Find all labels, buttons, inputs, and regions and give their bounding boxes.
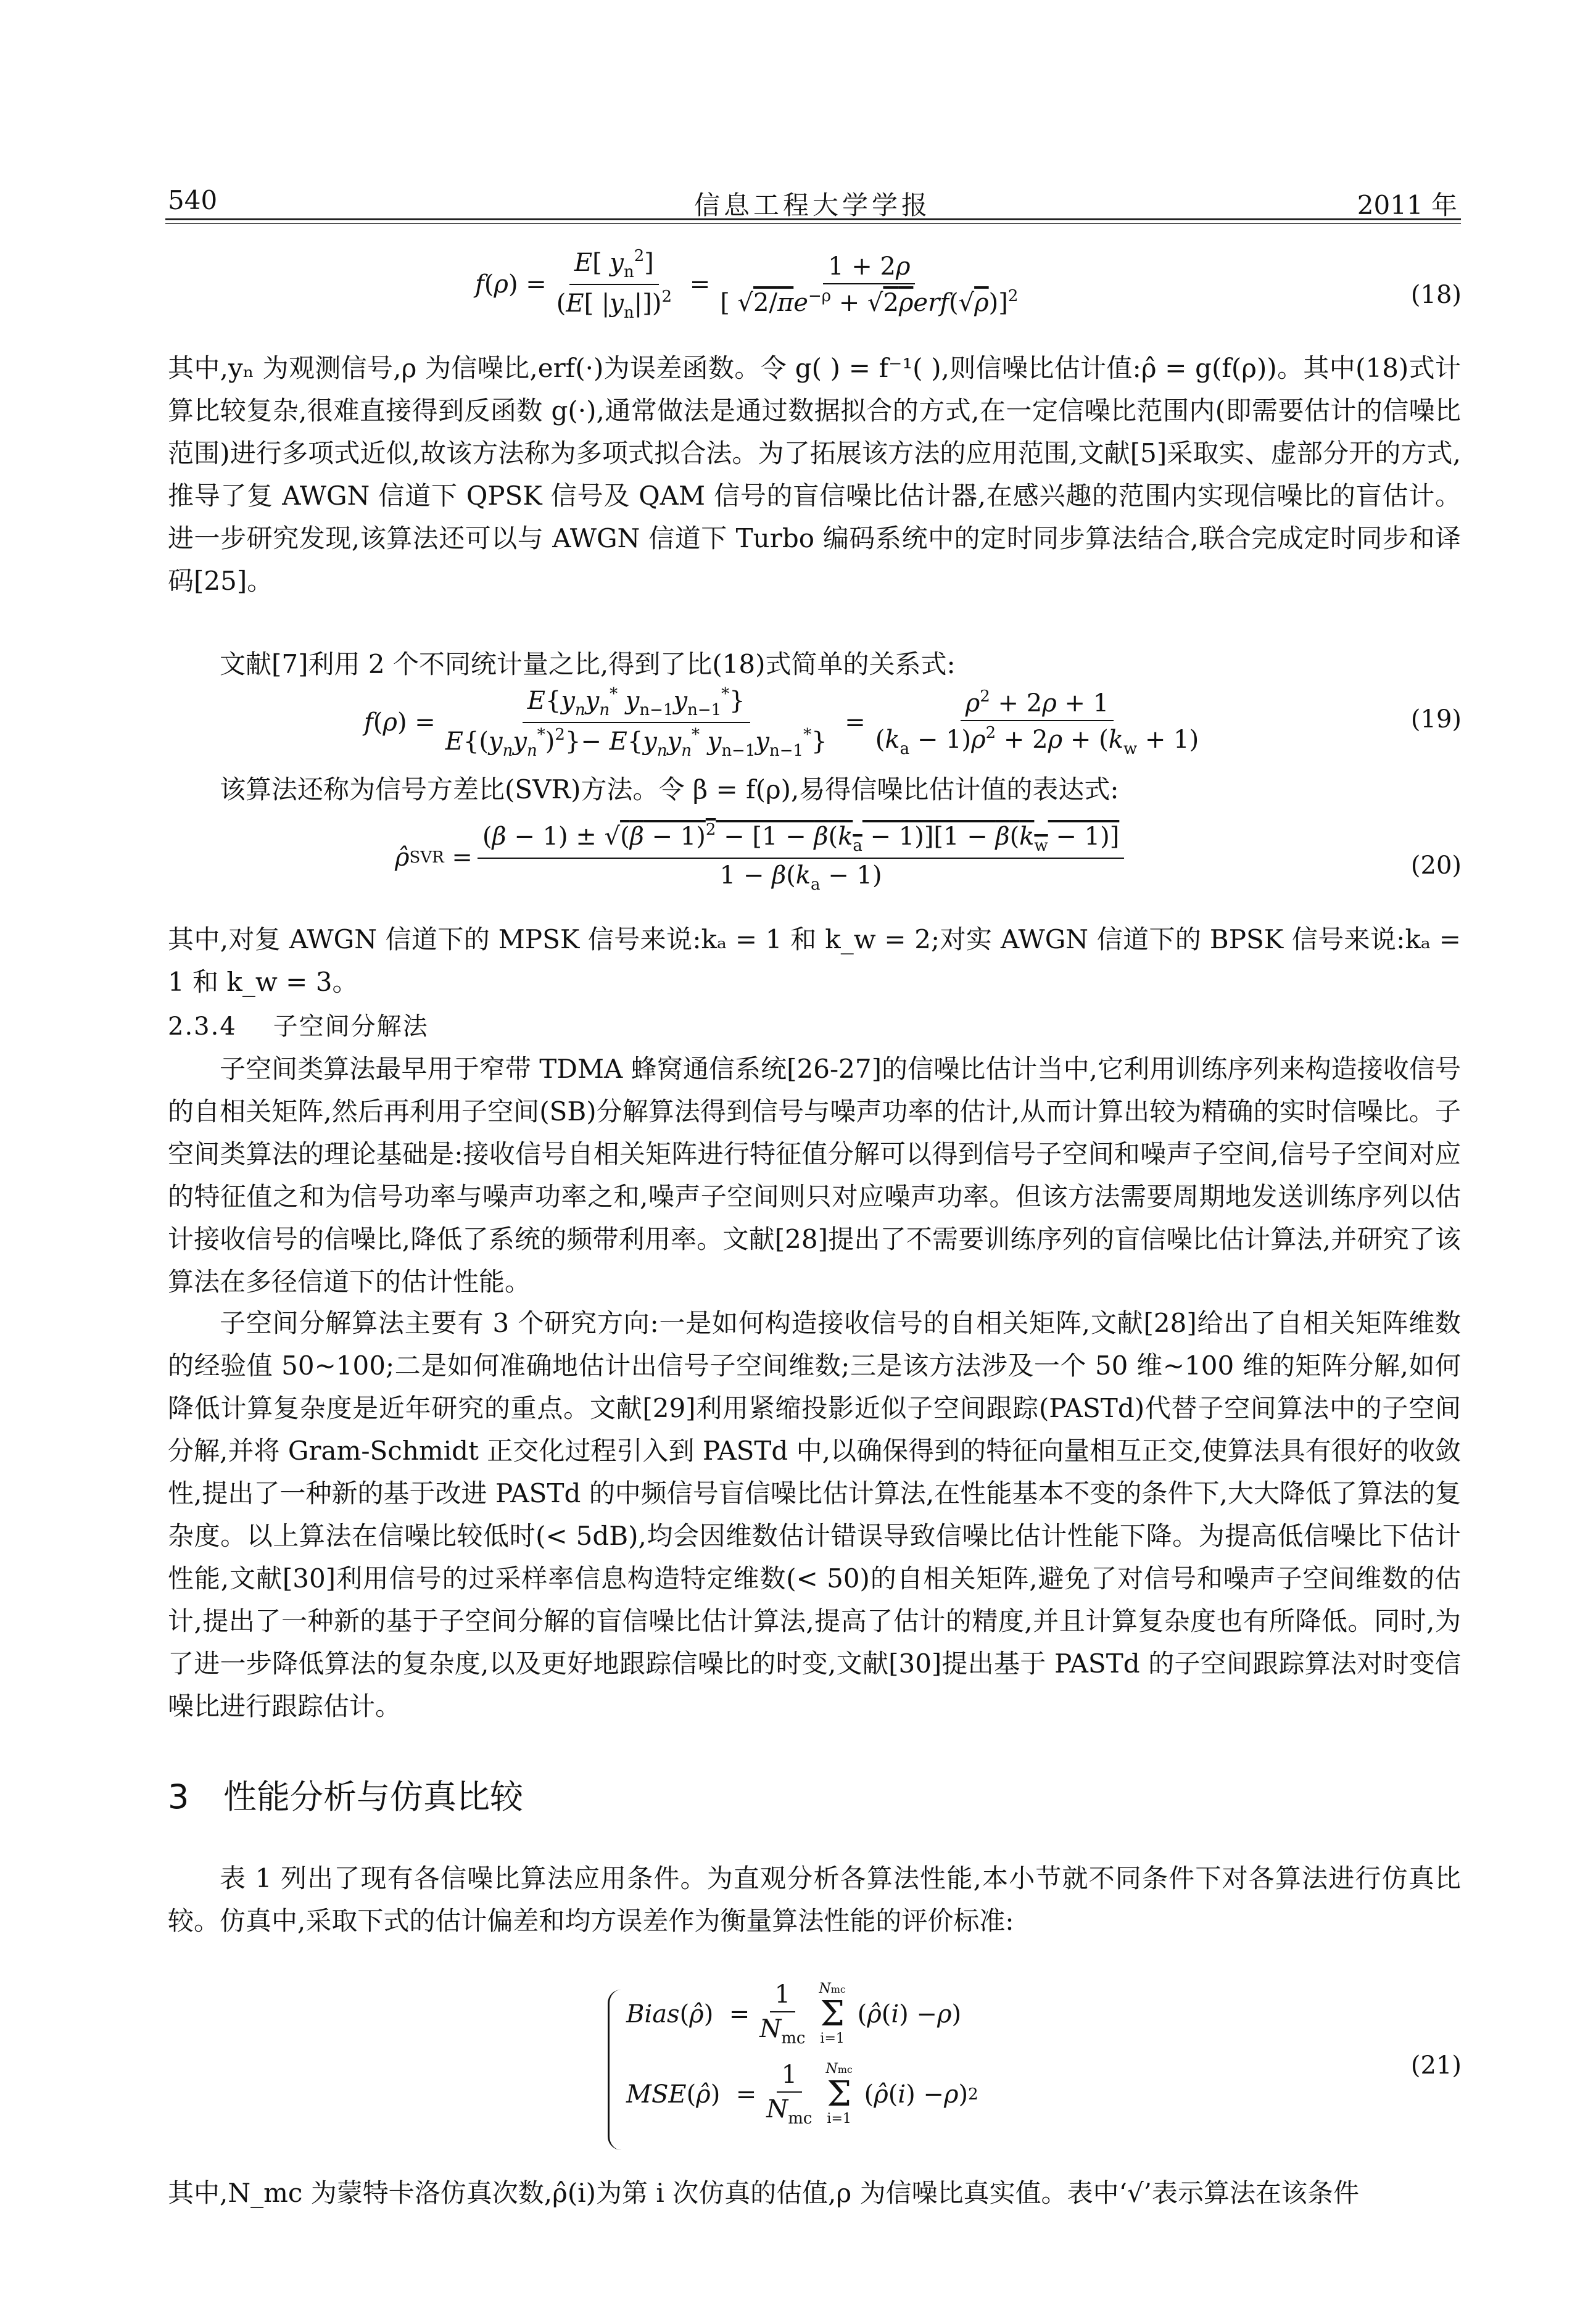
equation-number-20: (20) <box>1410 851 1462 880</box>
section-heading <box>168 1771 523 1818</box>
section-title: 性能分析与仿真比较 <box>223 1777 523 1816</box>
paragraph: 其中,N_mc 为蒙特卡洛仿真次数,ρ̂(i)为第 i 次仿真的估值,ρ 为信噪比真实值。表中‘√’表示算法在该条件 <box>168 2178 1360 2208</box>
equation-20: ρ̂ SVR = $\frac{(\beta - 1) \pm √(\beta - 1)^2 - [1 - \beta(k_a - 1)][1 - \beta(k_w - 1)]}{1 - \beta(k_a - 1)}$ <box>395 821 1129 894</box>
section-number: 3 <box>168 1777 189 1816</box>
paragraph: 子空间类算法最早用于窄带 TDMA 蜂窝通信系统[26-27]的信噪比估计当中,它利用训练序列来构造接收信号的自相关矩阵,然后再利用子空间(SB)分解算法得到信号与噪声功率的估计,从而计算出较为精确的实时信噪比。子空间类算法的理论基础是:接收信号自相关矩阵进行特征值分解可以得到信号子空间和噪声子空间,信号子空间对应的特征值之和为信号功率与噪声功率之和,噪声子空间则只对应噪声功率。但该方法需要周期地发送训练序列以估计接收信号的信噪比,降低了系统的频带利用率。文献[28]提出了不需要训练序列的盲信噪比估计算法,并研究了该算法在多径信道下的估计性能。 <box>168 1054 1461 1297</box>
equation-number-18: (18) <box>1410 281 1462 309</box>
paragraph: 文献[7]利用 2 个不同统计量之比,得到了比(18)式简单的关系式: <box>220 649 956 679</box>
equation-number-21: (21) <box>1410 2051 1462 2080</box>
paragraph: 表 1 列出了现有各信噪比算法应用条件。为直观分析各算法性能,本小节就不同条件下对各算法进行仿真比较。仿真中,采取下式的估计偏差和均方误差作为衡量算法性能的评价标准: <box>168 1863 1461 1936</box>
equation-brace <box>608 1990 624 2150</box>
paragraph: 该算法还称为信号方差比(SVR)方法。令 β = f(ρ),易得信噪比估计值的表达式: <box>220 774 1119 804</box>
running-header <box>168 185 1457 222</box>
paragraph: 子空间分解算法主要有 3 个研究方向:一是如何构造接收信号的自相关矩阵,文献[28]给出了自相关矩阵维数的经验值 50~100;二是如何准确地估计出信号子空间维数;三是该方法涉及一个 50 维~100 维的矩阵分解,如何降低计算复杂度是近年研究的重点。文献[29]利用紧缩投影近似子空间跟踪(PASTd)代替子空间算法中的子空间分解,并将 Gram-Schmidt 正交化过程引入到 PASTd 中,以确保得到的特征向量相互正交,使算法具有很好的收敛性,提出了一种新的基于改进 PASTd 的中频信号盲信噪比估计算法,在性能基本不变的条件下,大大降低了算法的复杂度。以上算法在信噪比较低时(< 5dB),均会因维数估计错误导致信噪比估计性能下降。为提高低信噪比下估计性能,文献[30]利用信号的过采样率信息构造特定维数(< 50)的自相关矩阵,避免了对信号和噪声子空间维数的估计,提出了一种新的基于子空间分解的盲信噪比估计算法,提高了估计的精度,并且计算复杂度也有所降低。同时,为了进一步降低算法的复杂度,以及更好地跟踪信噪比的时变,文献[30]提出基于 PASTd 的子空间跟踪算法对时变信噪比进行跟踪估计。 <box>168 1308 1461 1721</box>
equation-21-mse: MSE ( ρ̂ ) = $\frac{1}{N_{mc}}$ Nmc Σ i=1 ( ρ̂ ( i ) − ρ ) 2 <box>626 2061 978 2128</box>
header-rule <box>165 218 1461 220</box>
paragraph: 其中,yₙ 为观测信号,ρ 为信噪比,erf(·)为误差函数。令 g( ) = f⁻¹( ),则信噪比估计值:ρ̂ = g(f(ρ))。其中(18)式计算比较复杂,很难直接得到反函数 g(·),通常做法是通过数据拟合的方式,在一定信噪比范围内(即需要估计的信噪比范围)进行多项式近似,故该方法称为多项式拟合法。为了拓展该方法的应用范围,文献[5]采取实、虚部分开的方式,推导了复 AWGN 信道下 QPSK 信号及 QAM 信号的盲信噪比估计器,在感兴趣的范围内实现信噪比的盲估计。进一步研究发现,该算法还可以与 AWGN 信道下 Turbo 编码系统中的定时同步算法结合,联合完成定时同步和译码[25]。 <box>168 353 1461 596</box>
journal-title: 信息工程大学学报 <box>693 190 931 220</box>
page-number: 540 <box>168 185 218 215</box>
equation-21-bias: Bias ( ρ̂ ) = $\frac{1}{N_{mc}}$ Nmc Σ i=1 ( ρ̂ ( i ) − ρ ) <box>626 1980 962 2048</box>
equation-number-19: (19) <box>1410 705 1462 734</box>
subsection-heading <box>168 1007 429 1042</box>
equation-18: f ( ρ ) = $\frac{E[ y_n^2]}{(E[ |y_n|])^2}$ = $\frac{1 + 2\rho}{[ √2/\pi e^{-\rho} + √2\rho erf(√\rho)]^2}$ <box>475 247 1019 322</box>
subsection-number: 2.3.4 <box>168 1012 237 1041</box>
subsection-title: 子空间分解法 <box>273 1012 429 1041</box>
header-rule-thin <box>165 223 1461 224</box>
year: 2011 年 <box>1357 190 1457 220</box>
equation-19: f ( ρ ) = $\frac{E\{y_ny_n^* y_{n-1}y_{n-1}^*\}}{E\{(y_ny_n^*)^2\}- E\{y_ny_n^* y_{n-1}y_{n-1}^*\}}$ = $\frac{\rho^2 + 2\rho + 1}{(k_a - 1)\rho^2 + 2\rho + (k_w + 1)}$ <box>364 685 1199 760</box>
paragraph: 其中,对复 AWGN 信道下的 MPSK 信号来说:kₐ = 1 和 k_w = 2;对实 AWGN 信道下的 BPSK 信号来说:kₐ = 1 和 k_w = 3。 <box>168 924 1461 997</box>
